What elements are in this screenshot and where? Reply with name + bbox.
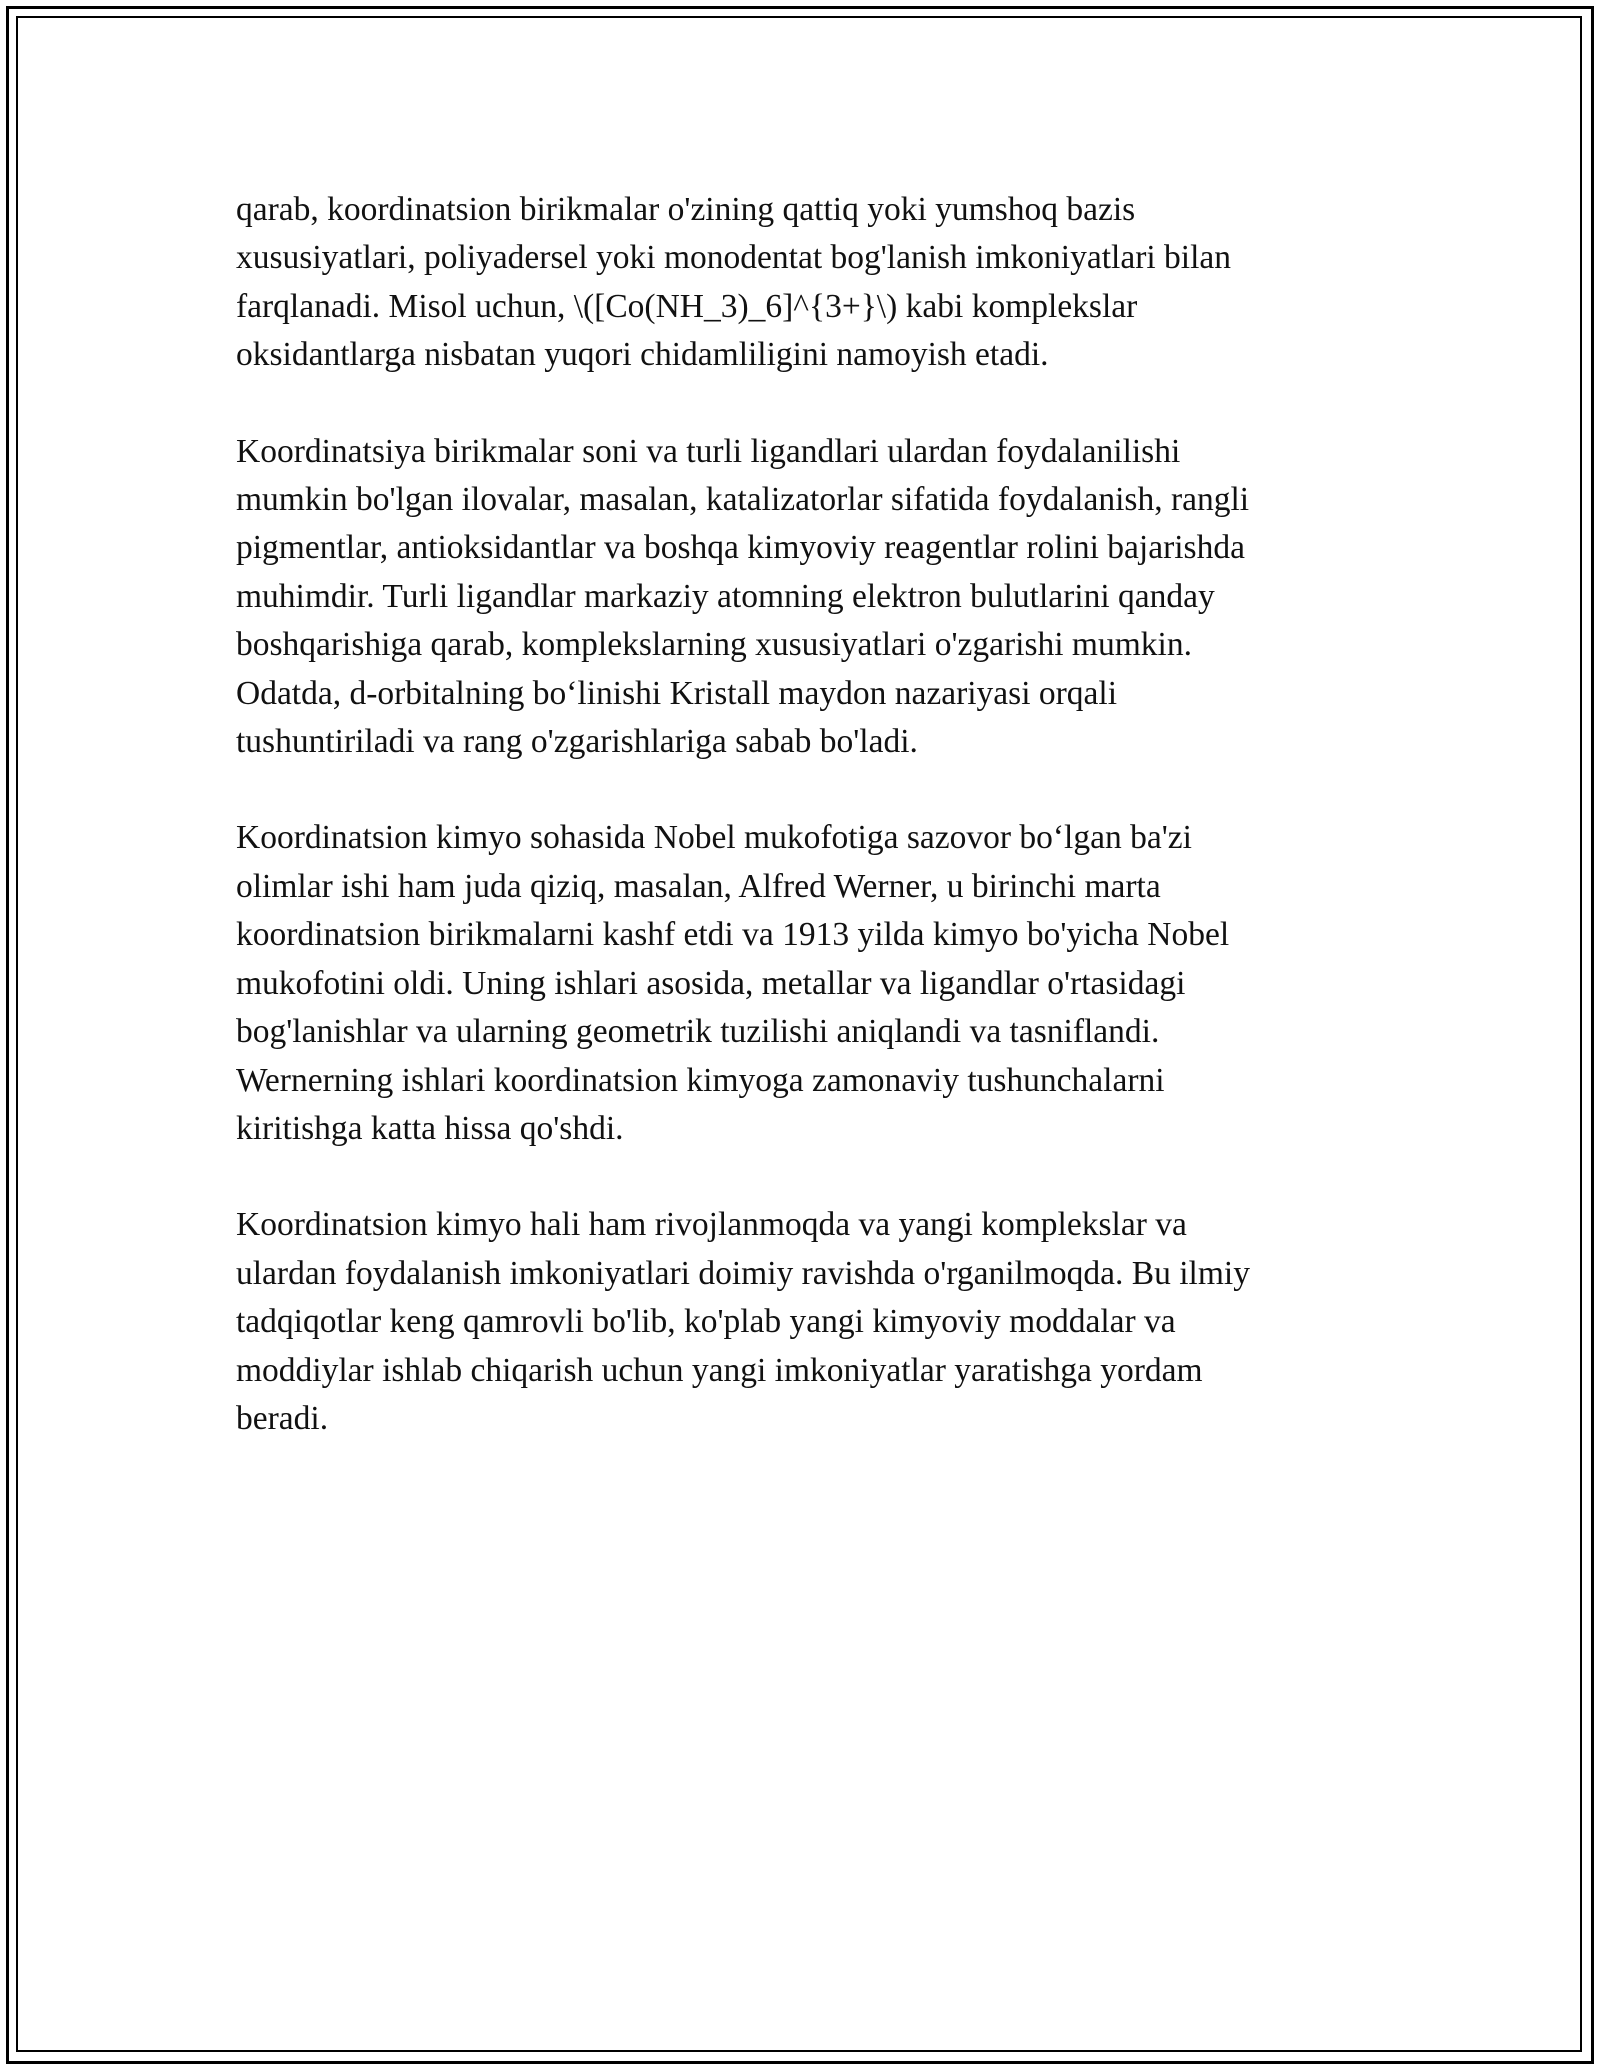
paragraph-2: Koordinatsiya birikmalar soni va turli ligandlari ulardan foydalanilishi mumkin bo'lgan ilovalar, masalan, katalizatorlar sifatida foydalanish, rangli pigmentlar, antioksidantlar va boshqa kimyoviy reagentlar rolini bajarishda muhimdir. Turli ligandlar markaziy atomning elektron bulutlarini qanday boshqarishiga qarab, komplekslarning xususiyatlari o'zgarishi mumkin. Odatda, d-orbitalning bo‘linishi Kristall maydon nazariyasi orqali tushuntiriladi va rang o'zgarishlariga sabab bo'ladi. xyxy=(236,432,1250,761)
paragraph-4: Koordinatsion kimyo hali ham rivojlanmoqda va yangi komplekslar va ulardan foydalanish imkoniyatlari doimiy ravishda o'rganilmoqda. Bu ilmiy tadqiqotlar keng qamrovli bo'lib, ko'plab yangi kimyoviy moddalar va moddiylar ishlab chiqarish uchun yangi imkoniyatlar yaratishga yordam beradi. xyxy=(236,1206,1250,1437)
paragraph-1: qarab, koordinatsion birikmalar o'zining qattiq yoki yumshoq bazis xususiyatlari, poliyadersel yoki monodentat bog'lanish imkoniyatlari bilan farqlanadi. Misol uchun, \([Co(NH_3)_6]^{3+}\) kabi komplekslar oksidantlarga nisbatan yuqori chidamliligini namoyish etadi. xyxy=(236,191,1232,374)
document-body xyxy=(236,186,1366,1491)
paragraph-3: Koordinatsion kimyo sohasida Nobel mukofotiga sazovor bo‘lgan ba'zi olimlar ishi ham juda qiziq, masalan, Alfred Werner, u birinchi marta koordinatsion birikmalarni kashf etdi va 1913 yilda kimyo bo'yicha Nobel mukofotini oldi. Uning ishlari asosida, metallar va ligandlar o'rtasidagi bog'lanishlar va ularning geometrik tuzilishi aniqlandi va tasniflandi. Wernerning ishlari koordinatsion kimyoga zamonaviy tushunchalarni kiritishga katta hissa qo'shdi. xyxy=(236,819,1230,1147)
